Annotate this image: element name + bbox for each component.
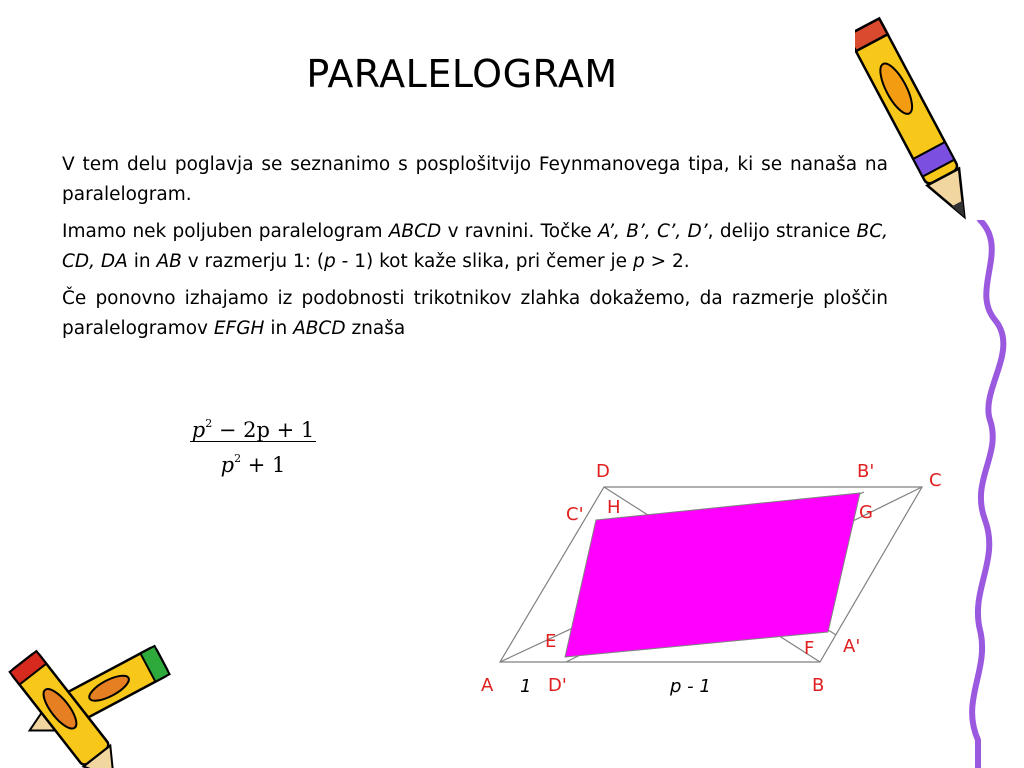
text-span: , delijo stranice xyxy=(707,221,857,242)
crayons-icon xyxy=(0,620,210,768)
math-efgh: EFGH xyxy=(213,318,265,339)
label-e: E xyxy=(545,631,557,652)
label-a: A xyxy=(481,675,494,696)
exponent: 2 xyxy=(205,417,213,430)
label-b-prime: B' xyxy=(857,461,875,482)
label-d: D xyxy=(596,461,610,482)
var-p: p xyxy=(191,418,206,442)
var-p: p xyxy=(220,453,235,477)
pencil-icon xyxy=(855,4,975,244)
text-span: znaša xyxy=(345,318,406,339)
label-c-prime: C' xyxy=(566,504,584,525)
label-segment-1: 1 xyxy=(520,676,532,697)
pencil-body xyxy=(855,18,975,225)
math-p: p xyxy=(324,251,336,272)
math-p: p xyxy=(632,251,645,272)
label-c: C xyxy=(929,470,942,491)
label-a-prime: A' xyxy=(843,636,861,657)
math-abcd: ABCD xyxy=(293,318,346,339)
denominator-rest: + 1 xyxy=(241,453,286,477)
label-g: G xyxy=(859,502,873,523)
text-span: v razmerju 1: ( xyxy=(181,251,325,272)
wavy-line xyxy=(972,220,1003,768)
math-points: A’, B’, C’, D’ xyxy=(597,221,708,242)
label-b: B xyxy=(812,675,825,696)
text-span: > 2. xyxy=(644,251,690,272)
numerator-rest: − 2p + 1 xyxy=(212,418,315,442)
exponent: 2 xyxy=(234,452,242,465)
text-span: v ravnini. Točke xyxy=(441,221,598,242)
label-h: H xyxy=(607,497,621,518)
wavy-border-right xyxy=(940,220,1024,768)
label-d-prime: D' xyxy=(548,675,567,696)
math-sides: BC, CD, DA xyxy=(62,221,889,272)
text-span: Če ponovno izhajamo iz podobnosti trikotnikov zlahka dokažemo, da razmerje ploščin paralelogramov xyxy=(62,288,888,339)
text-span: in xyxy=(264,318,294,339)
math-ab: AB xyxy=(156,251,182,272)
label-f: F xyxy=(804,638,815,659)
text-span: Imamo nek poljuben paralelogram xyxy=(62,221,389,242)
text-span: - 1) kot kaže slika, pri čemer je xyxy=(335,251,633,272)
paragraph-1: V tem delu poglavja se seznanimo s posplošitvijo Feynmanovega tipa, ki se nanaša na paralelogram. xyxy=(62,154,888,205)
slide-title: PARALELOGRAM xyxy=(306,52,618,96)
label-segment-p-minus-1: p - 1 xyxy=(670,676,711,697)
text-span: in xyxy=(127,251,157,272)
math-abcd: ABCD xyxy=(388,221,442,242)
